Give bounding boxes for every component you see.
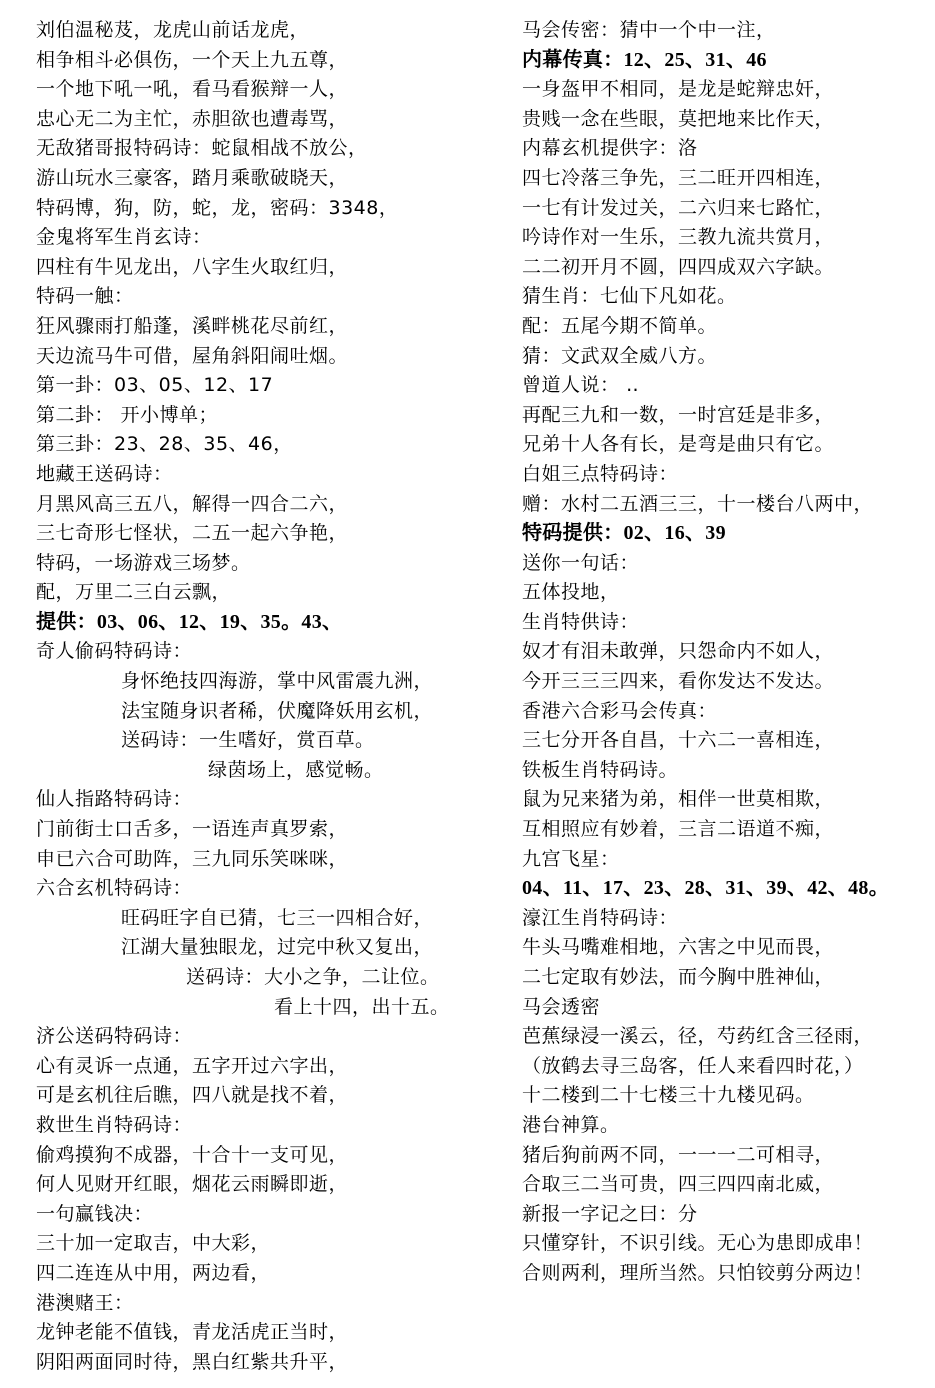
text-line: 奴才有泪未敢弹，只怨命内不如人， (522, 640, 835, 663)
section-heading: 香港六合彩马会传真： (522, 699, 718, 722)
section-heading: 濠江生肖特码诗： (522, 906, 679, 929)
text-line: 只懂穿针，不识引线。无心为患即成串！ (522, 1232, 874, 1255)
text-line: 兄弟十人各有长，是弯是曲只有它。 (522, 433, 835, 456)
text-line: 送码诗：一生嗜好，赏百草。 (121, 729, 375, 752)
section-heading: 港澳赌王： (36, 1291, 134, 1314)
text-line: 贵贱一念在些眼，莫把地来比作天， (522, 107, 835, 130)
text-line: 猪后狗前两不同，一一一二可相寻， (522, 1143, 835, 1166)
text-line: 可是玄机往后瞧，四八就是找不着， (36, 1084, 349, 1107)
section-heading: 一句赢钱决： (36, 1202, 154, 1225)
section-heading: 仙人指路特码诗： (36, 788, 193, 811)
text-line: 合取三二当可贵，四三四四南北威， (522, 1173, 835, 1196)
text-line: 偷鸡摸狗不成器，十合十一支可见， (36, 1143, 349, 1166)
text-line: 特码博，狗，防，蛇，龙，密码：3348， (36, 196, 399, 219)
section-heading: 奇人偷码特码诗： (36, 640, 193, 663)
text-line: 相争相斗必俱伤，一个天上九五尊， (36, 48, 349, 71)
text-line: 四柱有牛见龙出，八字生火取红归， (36, 255, 349, 278)
text-line: 送码诗：大小之争，二让位。 (186, 966, 440, 988)
text-line: 无敌猪哥报特码诗：蛇鼠相战不放公， (36, 137, 368, 160)
text-line: 二二初开月不圆，四四成双六字缺。 (522, 255, 835, 278)
numbers-line: 04、11、17、23、28、31、39、42、48。 (522, 877, 889, 900)
text-line: 第三卦：23、28、35、46， (36, 433, 293, 456)
text-line: 旺码旺字自已猜，七三一四相合好， (121, 906, 434, 929)
text-line: 第二卦： 开小博单； (36, 403, 219, 426)
text-line: 内幕玄机提供字：洛 (522, 137, 698, 160)
text-line: 看上十四，出十五。 (274, 995, 450, 1018)
section-heading: 港台神算。 (522, 1113, 620, 1136)
text-line: 特码，一场游戏三场梦。 (36, 551, 251, 574)
text-line: 十二楼到二十七楼三十九楼见码。 (522, 1084, 815, 1107)
text-line: 三七奇形七怪状，二五一起六争艳， (36, 522, 349, 545)
text-line: 吟诗作对一生乐，三教九流共赏月， (522, 226, 835, 249)
section-heading: 救世生肖特码诗： (36, 1113, 193, 1136)
text-line: 一个地下吼一吼，看马看猴辩一人， (36, 78, 349, 101)
section-heading: 白姐三点特码诗： (522, 462, 679, 485)
section-heading: 地藏王送码诗： (36, 462, 173, 485)
text-line: 狂风骤雨打船蓬，溪畔桃花尽前红， (36, 314, 349, 337)
text-line: 二七定取有妙法，而今胸中胜神仙， (522, 966, 835, 988)
text-line: 刘伯温秘芨，龙虎山前话龙虎， (36, 19, 310, 41)
section-heading: 曾道人说： ‥ (522, 374, 640, 397)
section-heading: 铁板生肖特码诗。 (522, 758, 679, 781)
text-line: 牛头马嘴难相地，六害之中见而畏， (522, 936, 835, 959)
section-heading: 济公送码特码诗： (36, 1025, 193, 1048)
text-line: （放鹤去寻三岛客，任人来看四时花，） (522, 1054, 864, 1077)
section-heading: 六合玄机特码诗： (36, 877, 193, 900)
text-line: 五体投地， (522, 581, 620, 604)
text-line: 四二连连从中用，两边看， (36, 1261, 271, 1284)
text-line: 江湖大量独眼龙，过完中秋又复出， (121, 936, 434, 959)
text-line: 一身盔甲不相同，是龙是蛇辩忠奸， (522, 78, 835, 101)
text-line: 一七有计发过关，二六归来七路忙， (522, 196, 835, 219)
section-heading: 马会透密 (522, 995, 601, 1018)
section-heading: 生肖特供诗： (522, 610, 640, 633)
numbers-line: 提供：03、06、12、19、35。43、 (36, 610, 343, 633)
text-line: 鼠为兄来猪为弟，相伴一世莫相欺， (522, 788, 835, 811)
text-line: 再配三九和一数，一时宫廷是非多， (522, 403, 835, 426)
numbers-line: 内幕传真：12、25、31、46 (522, 48, 767, 71)
text-line: 合则两利，理所当然。只怕铰剪分两边！ (522, 1261, 874, 1284)
text-line: 绿茵场上，感觉畅。 (208, 758, 384, 781)
text-line: 猜：文武双全威八方。 (522, 344, 718, 367)
section-heading: 送你一句话： (522, 551, 640, 574)
text-line: 赠：水村二五酒三三，十一楼台八两中， (522, 492, 874, 515)
text-line: 何人见财开红眼，烟花云雨瞬即逝， (36, 1173, 349, 1196)
right-column (522, 16, 922, 1289)
text-line: 三七分开各自昌，十六二一喜相连， (522, 729, 835, 752)
text-line: 新报一字记之曰：分 (522, 1202, 698, 1225)
section-heading: 金鬼将军生肖玄诗： (36, 226, 212, 249)
left-column (36, 16, 491, 1377)
text-line: 游山玩水三豪客，踏月乘歌破晓天， (36, 166, 349, 189)
text-line: 互相照应有妙着，三言二语道不痴， (522, 818, 835, 841)
section-heading: 九宫飞星： (522, 847, 620, 870)
text-line: 三十加一定取吉，中大彩， (36, 1232, 271, 1255)
text-line: 天边流马牛可借，屋角斜阳闹吐烟。 (36, 344, 349, 367)
text-line: 今开三三三四来，看你发达不发达。 (522, 670, 835, 693)
text-line: 身怀绝技四海游，掌中风雷震九洲， (121, 670, 434, 693)
text-line: 猜生肖：七仙下凡如花。 (522, 285, 737, 308)
text-line: 忠心无二为主忙，赤胆欲也遭毒骂， (36, 107, 349, 130)
text-line: 第一卦：03、05、12、17 (36, 374, 274, 397)
text-line: 配，万里二三白云飘， (36, 581, 232, 604)
text-line: 四七冷落三争先，三二旺开四相连， (522, 166, 835, 189)
text-line: 龙钟老能不值钱，青龙活虎正当时， (36, 1321, 349, 1344)
text-line: 门前街士口舌多，一语连声真罗索， (36, 818, 349, 841)
text-line: 月黑风高三五八，解得一四合二六， (36, 492, 349, 515)
numbers-line: 特码提供：02、16、39 (522, 522, 726, 545)
text-line: 阴阳两面同时待，黑白红紫共升平， (36, 1350, 349, 1373)
section-heading: 特码一触： (36, 285, 134, 308)
text-line: 配：五尾今期不简单。 (522, 314, 718, 337)
text-line: 法宝随身识者稀，伏魔降妖用玄机， (121, 699, 434, 722)
text-line: 芭蕉绿浸一溪云，径，芍药红含三径雨， (522, 1025, 874, 1048)
text-line: 心有灵诉一点通，五字开过六字出， (36, 1054, 349, 1077)
text-line: 马会传密：猜中一个中一注， (522, 19, 776, 41)
text-line: 申已六合可助阵，三九同乐笑咪咪， (36, 847, 349, 870)
